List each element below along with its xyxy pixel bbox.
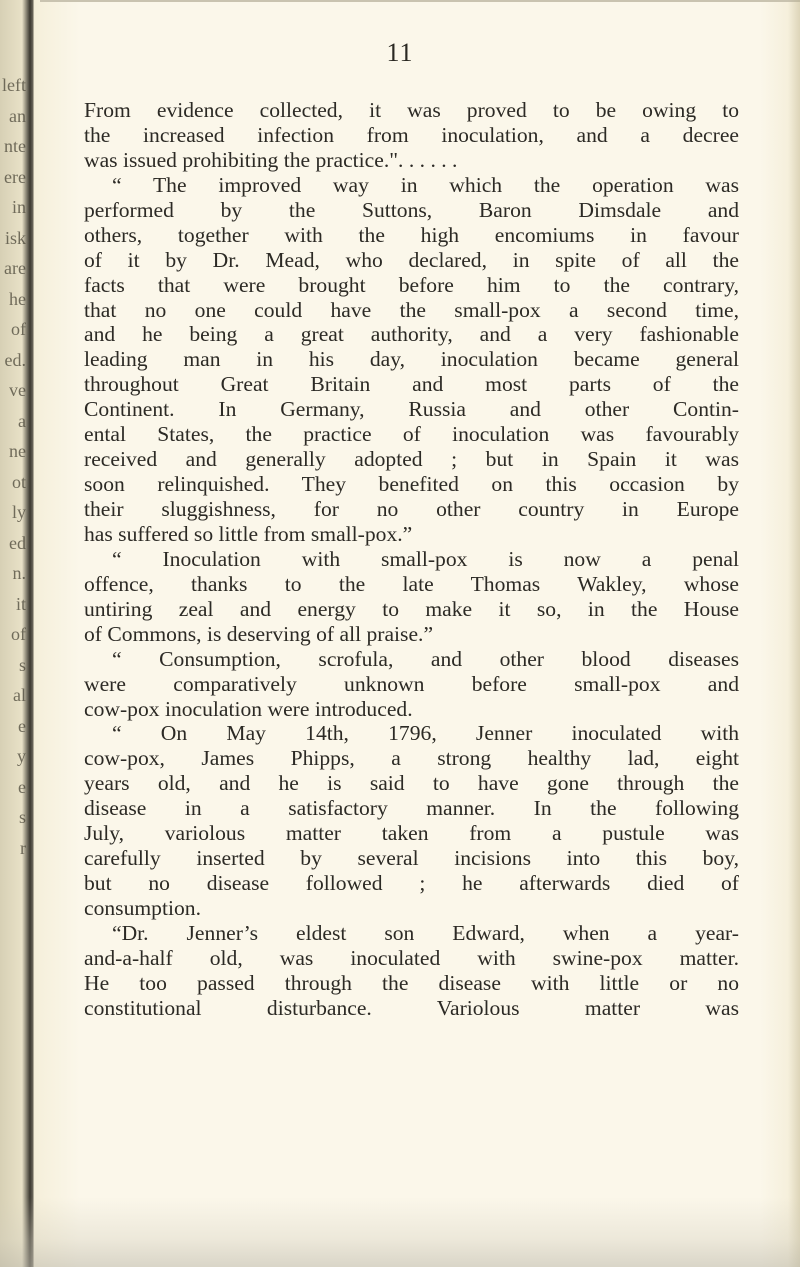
margin-fragment xyxy=(0,863,26,894)
text-line: disease in a satisfactory manner. In the following xyxy=(84,796,739,821)
margin-fragment: al xyxy=(13,685,26,705)
margin-fragment: it xyxy=(15,593,26,614)
text-line: carefully inserted by several incisions into this boy, xyxy=(84,846,739,871)
margin-fragment: ed. xyxy=(4,349,26,370)
text-line: “ The improved way in which the operation was xyxy=(112,172,739,197)
facing-page-fragments xyxy=(0,70,26,924)
text-line: From evidence collected, it was proved to be owing to xyxy=(84,98,739,122)
text-line: ental States, the practice of inoculation was favourably xyxy=(84,422,739,447)
text-line: offence, thanks to the late Thomas Wakley, whose xyxy=(84,571,739,596)
margin-fragment: are xyxy=(4,258,26,278)
text-line: but no disease followed ; he afterwards died of xyxy=(84,871,739,896)
text-line: throughout Great Britain and most parts of the xyxy=(84,372,739,397)
margin-fragment: ot xyxy=(11,471,26,492)
margin-fragment: of xyxy=(11,624,26,644)
margin-fragment: isk xyxy=(4,227,26,248)
margin-fragment: ve xyxy=(9,380,26,400)
text-line: “ On May 14th, 1796, Jenner inoculated with xyxy=(112,721,739,746)
margin-fragment: in xyxy=(11,197,26,217)
text-line: others, together with the high encomiums in favour xyxy=(84,222,739,247)
text-line: “ Consumption, scrofula, and other blood diseases xyxy=(112,646,739,671)
text-line: constitutional disturbance. Variolous matter was xyxy=(84,995,739,1020)
text-line: leading man in his day, inoculation became general xyxy=(84,347,739,372)
margin-fragment: s xyxy=(18,807,26,827)
margin-fragment: left xyxy=(2,75,26,95)
text-line: Continent. In Germany, Russia and other Contin- xyxy=(84,397,739,422)
text-line: facts that were brought before him to the contrary, xyxy=(84,272,739,297)
margin-fragment: r xyxy=(20,837,26,858)
margin-fragment: ne xyxy=(9,441,26,461)
margin-fragment: y xyxy=(17,746,26,766)
page-edge xyxy=(788,0,800,1267)
text-line: their sluggishness, for no other country in Europe xyxy=(84,497,739,521)
text-line: years old, and he is said to have gone through the xyxy=(84,771,739,796)
text-line: cow-pox, James Phipps, a strong healthy lad, eight xyxy=(84,746,739,771)
margin-fragment: n. xyxy=(12,563,26,583)
margin-fragment: e xyxy=(18,715,26,736)
text-line: has suffered so little from small-pox.” xyxy=(84,521,413,546)
margin-fragment: e xyxy=(18,776,26,797)
margin-fragment: of xyxy=(11,319,26,339)
text-line: performed by the Suttons, Baron Dimsdale and xyxy=(84,197,739,222)
bottom-shadow xyxy=(0,1197,800,1267)
text-line: were comparatively unknown before small-pox and xyxy=(84,671,739,696)
margin-fragment: ly xyxy=(11,502,26,522)
margin-fragment: s xyxy=(18,654,26,675)
margin-fragment xyxy=(0,894,26,925)
text-line: consumption. xyxy=(84,896,201,920)
text-line: July, variolous matter taken from a pustule was xyxy=(84,821,739,846)
margin-fragment: a xyxy=(18,410,26,431)
margin-fragment: he xyxy=(9,288,26,309)
text-line: that no one could have the small-pox a second time, xyxy=(84,297,739,322)
text-line: received and generally adopted ; but in Spain it was xyxy=(84,447,739,472)
text-line: “Dr. Jenner’s eldest son Edward, when a year- xyxy=(112,920,739,945)
text-line: of Commons, is deserving of all praise.” xyxy=(84,621,434,646)
margin-fragment: nte xyxy=(4,136,26,156)
margin-fragment: ed xyxy=(9,532,26,553)
margin-fragment: an xyxy=(9,105,26,126)
text-line: He too passed through the disease with little or no xyxy=(84,970,739,995)
text-line: untiring zeal and energy to make it so, in the House xyxy=(84,596,739,621)
text-line: cow-pox inoculation were introduced. xyxy=(84,696,413,721)
text-line: “ Inoculation with small-pox is now a penal xyxy=(112,546,739,571)
page-number: 11 xyxy=(386,38,414,67)
text-line: was issued prohibiting the practice.". . . . . . xyxy=(84,147,458,172)
text-line: and he being a great authority, and a very fashionable xyxy=(84,322,739,347)
text-line: of it by Dr. Mead, who declared, in spite of all the xyxy=(84,247,739,272)
text-line: and-a-half old, was inoculated with swine-pox matter. xyxy=(84,945,739,970)
text-line: the increased infection from inoculation, and a decree xyxy=(84,122,739,147)
margin-fragment: ere xyxy=(4,166,26,187)
body-text xyxy=(84,98,739,1021)
text-line: soon relinquished. They benefited on this occasion by xyxy=(84,472,739,497)
top-rule xyxy=(40,0,800,2)
